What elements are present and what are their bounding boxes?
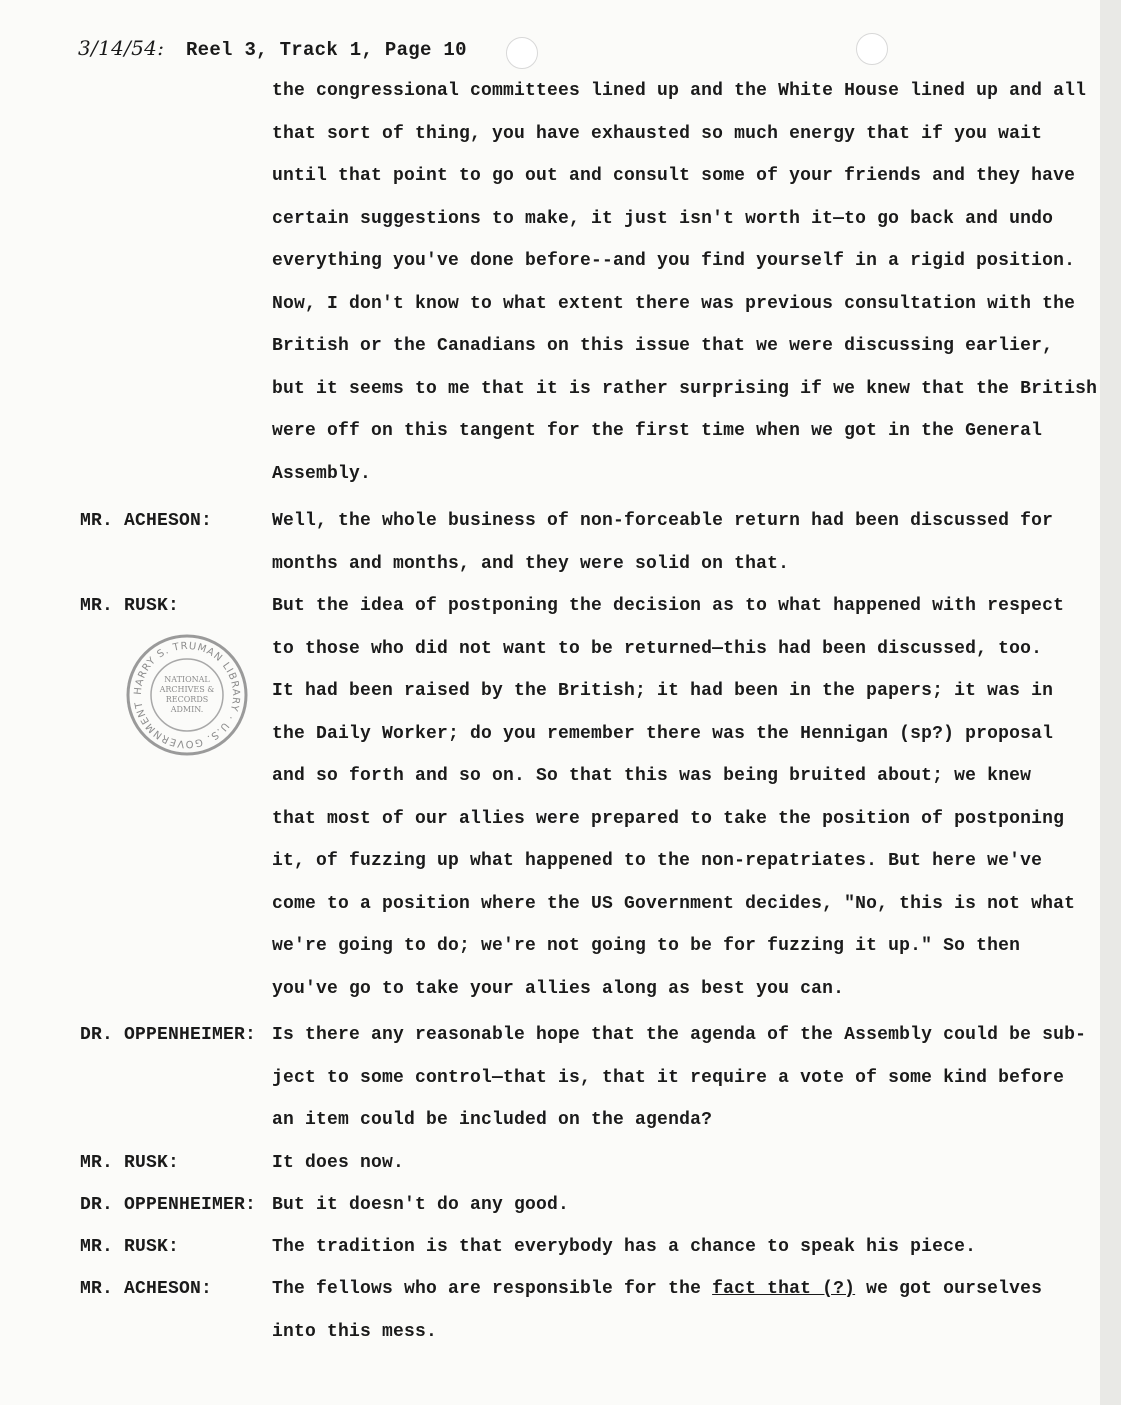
punch-hole-right: [856, 33, 888, 65]
page-edge-shadow: [1100, 0, 1121, 1405]
speaker-label: DR. OPPENHEIMER:: [80, 1195, 257, 1215]
text-line: but it seems to me that it is rather surprising if we knew that the British: [272, 378, 1098, 399]
text-line: ject to some control—that is, that it require a vote of some kind before: [272, 1067, 1065, 1088]
header-date: 3/14/54:: [78, 36, 165, 60]
text-line: the Daily Worker; do you remember there was the Hennigan (sp?) proposal: [272, 723, 1054, 744]
text-line: It had been raised by the British; it had been in the papers; it was in: [272, 681, 1054, 701]
text-line: we're going to do; we're not going to be for fuzzing it up." So then: [272, 936, 1021, 956]
utterance: [272, 1142, 404, 1185]
text-line: Well, the whole business of non-forceable return had been discussed for: [272, 511, 1054, 531]
text-line: that sort of thing, you have exhausted so much energy that if you wait: [272, 123, 1043, 144]
utterance: [272, 585, 1075, 1010]
text-line: But it doesn't do any good.: [272, 1195, 570, 1215]
text-line: The tradition is that everybody has a chance to speak his piece.: [272, 1237, 977, 1257]
text-line: the congressional committees lined up and the White House lined up and all: [272, 81, 1087, 101]
speaker-label: MR. RUSK:: [80, 1153, 180, 1173]
text-line: were off on this tangent for the first time when we got in the General: [272, 421, 1043, 441]
utterance: [272, 1014, 1086, 1142]
text-line: you've go to take your allies along as best you can.: [272, 978, 845, 999]
text-line: that most of our allies were prepared to take the position of postponing: [272, 808, 1065, 829]
continuation-paragraph: [272, 70, 1097, 495]
utterance: [272, 1268, 1042, 1353]
stamp-center-line: NATIONAL: [164, 675, 210, 684]
stamp-center-line: ARCHIVES &: [159, 685, 215, 694]
header-reel-track-page: Reel 3, Track 1, Page 10: [185, 39, 467, 61]
text-line: Now, I don't know to what extent there was previous consultation with the: [272, 293, 1076, 314]
speaker-label: MR. ACHESON:: [80, 511, 213, 531]
text-line: to those who did not want to be returned—this had been discussed, too.: [272, 638, 1043, 659]
speaker-label: MR. RUSK:: [80, 596, 180, 616]
page-header: [78, 36, 467, 61]
text-line: into this mess.: [272, 1321, 438, 1342]
stamp-center-line: RECORDS: [165, 695, 209, 704]
text-line: an item could be included on the agenda?: [272, 1110, 713, 1130]
archive-stamp-seal: [124, 632, 250, 758]
utterance: [272, 500, 1053, 585]
text-line: and so forth and so on. So that this was being bruited about; we knew: [272, 766, 1032, 786]
text-line: it, of fuzzing up what happened to the non-repatriates. But here we've: [272, 851, 1043, 871]
text-line: come to a position where the US Government decides, "No, this is not what: [272, 893, 1076, 914]
speaker-label: MR. RUSK:: [80, 1237, 180, 1257]
stamp-center-line: ADMIN.: [170, 705, 204, 714]
punch-hole-left: [506, 37, 538, 69]
text-line: British or the Canadians on this issue that we were discussing earlier,: [272, 336, 1054, 356]
text-line: until that point to go out and consult some of your friends and they have: [272, 166, 1076, 186]
text-line: certain suggestions to make, it just isn't worth it—to go back and undo: [272, 208, 1054, 229]
text-line: [272, 1268, 1042, 1311]
utterance: [272, 1184, 569, 1227]
text-line: But the idea of postponing the decision as to what happened with respect: [272, 596, 1065, 616]
text-segment: we got ourselves: [855, 1279, 1043, 1299]
text-segment: The fellows who are responsible for the: [272, 1279, 713, 1299]
speaker-label: MR. ACHESON:: [80, 1279, 213, 1299]
text-line: Assembly.: [272, 463, 372, 484]
text-line: everything you've done before--and you find yourself in a rigid position.: [272, 251, 1076, 271]
stamp-ring-text: HARRY S. TRUMAN LIBRARY · U.S. GOVERNMENT: [132, 640, 242, 750]
text-line: months and months, and they were solid on that.: [272, 553, 790, 574]
text-line: It does now.: [272, 1153, 405, 1173]
speaker-label: DR. OPPENHEIMER:: [80, 1025, 257, 1045]
text-line: Is there any reasonable hope that the agenda of the Assembly could be sub-: [272, 1025, 1087, 1045]
utterance: [272, 1226, 976, 1269]
underlined-phrase: fact that (?): [712, 1279, 856, 1299]
